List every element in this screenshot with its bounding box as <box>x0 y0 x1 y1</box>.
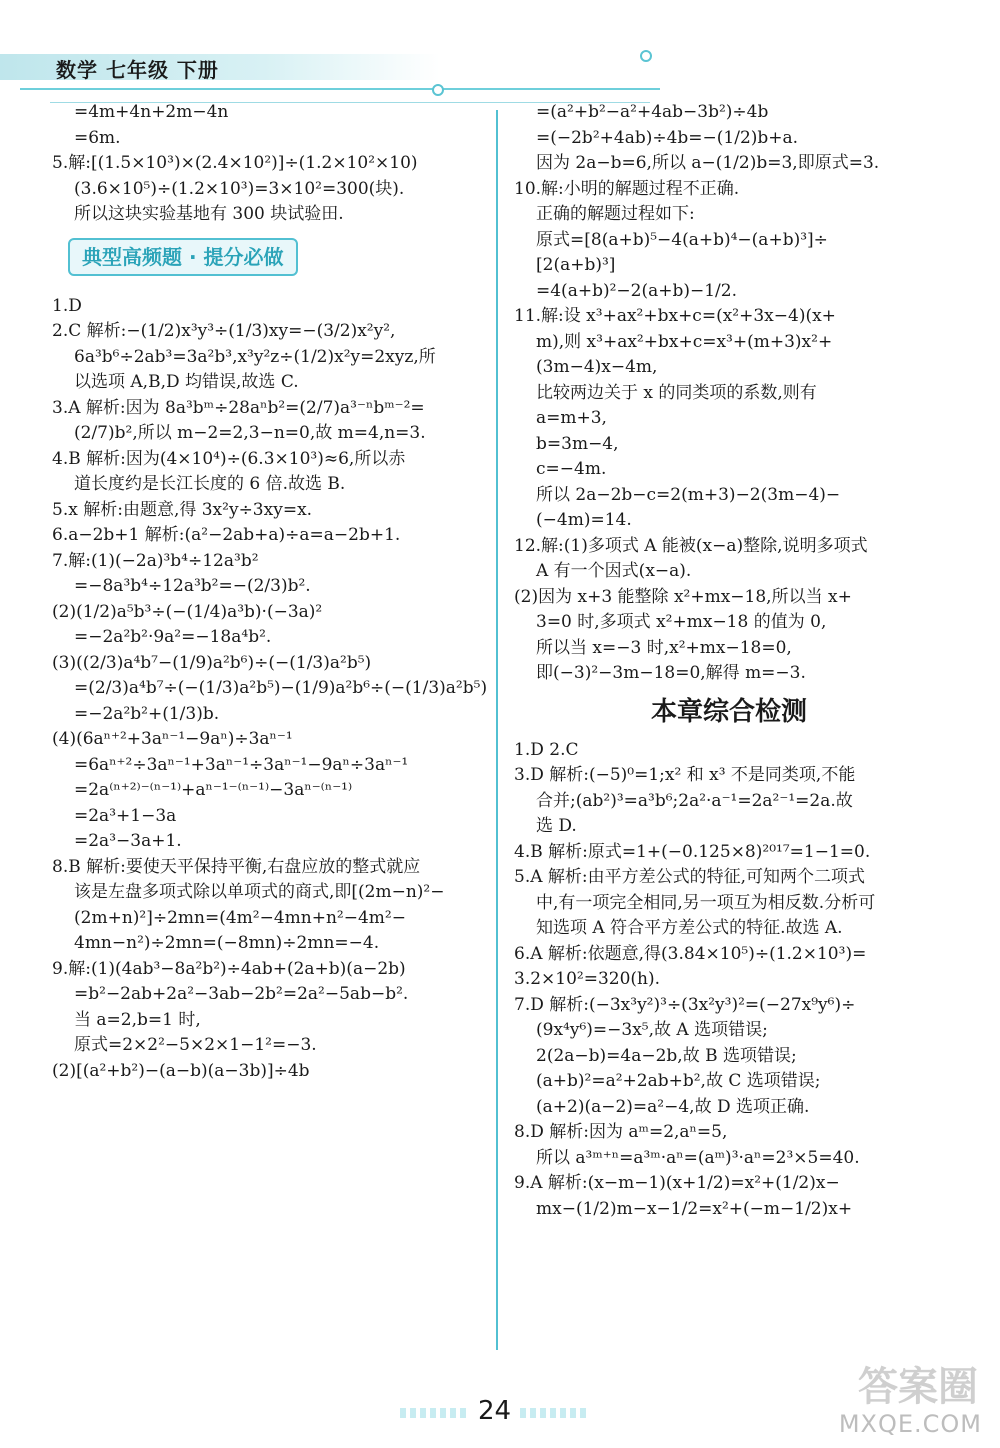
answer-line: =−8a³b⁴÷12a³b²=−(2/3)b². <box>74 576 311 596</box>
left-bottom-lines <box>52 294 488 1085</box>
answer-line: (2)[(a²+b²)−(a−b)(a−3b)]÷4b <box>52 1060 310 1081</box>
answer-line: (2/7)b²,所以 m−2=2,3−n=0,故 m=4,n=3. <box>74 423 426 443</box>
answer-line: =b²−2ab+2a²−3ab−2b²=2a²−5ab−b². <box>74 984 409 1004</box>
answer-line: 正确的解题过程如下: <box>536 204 695 224</box>
answer-line: =2a³−3a+1. <box>74 831 182 851</box>
right-bottom-lines <box>514 738 944 1223</box>
answer-line: (4)(6aⁿ⁺²+3aⁿ⁻¹−9aⁿ)÷3aⁿ⁻¹ <box>52 729 293 749</box>
answer-line: 9.A 解析:(x−m−1)(x+1/2)=x²+(1/2)x− <box>514 1173 840 1193</box>
answer-line: 1.D <box>52 295 82 316</box>
answer-line: m),则 x³+ax²+bx+c=x³+(m+3)x²+ <box>536 331 833 352</box>
answer-line: 8.D 解析:因为 aᵐ=2,aⁿ=5, <box>514 1122 728 1142</box>
answer-line: 4mn−n²)÷2mn=(−8mn)÷2mn=−4. <box>74 933 380 953</box>
answer-line: (3m−4)x−4m, <box>536 357 658 377</box>
header-rule <box>20 88 660 90</box>
answer-line: 6.A 解析:依题意,得(3.84×10⁵)÷(1.2×10³)= <box>514 943 867 964</box>
answer-line: 2.C 解析:−(1/2)x³y³÷(1/3)xy=−(3/2)x²y², <box>52 321 396 341</box>
answer-line: =4(a+b)²−2(a+b)−1/2. <box>536 280 737 301</box>
answer-line: 5.x 解析:由题意,得 3x²y÷3xy=x. <box>52 499 313 520</box>
answer-line: =−2a²b²+(1/3)b. <box>74 703 220 724</box>
answer-line: 9.解:(1)(4ab³−8a²b²)÷4ab+(2a+b)(a−2b) <box>52 958 406 979</box>
answer-line: (2)(1/2)a⁵b³÷(−(1/4)a³b)·(−3a)² <box>52 601 323 622</box>
answer-line: 知选项 A 符合平方差公式的特征.故选 A. <box>536 918 843 938</box>
answer-line: 所以当 x=−3 时,x²+mx−18=0, <box>536 637 792 658</box>
answer-line: 以选项 A,B,D 均错误,故选 C. <box>74 372 299 392</box>
answer-line: 即(−3)²−3m−18=0,解得 m=−3. <box>536 663 806 683</box>
header-dot-icon <box>432 84 444 96</box>
answer-line: c=−4m. <box>536 459 607 479</box>
answer-line: (2)因为 x+3 能整除 x²+mx−18,所以当 x+ <box>514 586 852 607</box>
answer-line: (−4m)=14. <box>536 510 632 530</box>
column-divider <box>496 110 498 1350</box>
footer-decoration <box>400 1408 470 1418</box>
answer-line: 合并;(ab²)³=a³b⁶;2a²·a⁻¹=2a²⁻¹=2a.故 <box>536 790 853 811</box>
answer-line: 原式=[8(a+b)⁵−4(a+b)⁴−(a+b)³]÷ <box>536 229 828 250</box>
answer-line: 3.D 解析:(−5)⁰=1;x² 和 x³ 不是同类项,不能 <box>514 765 856 785</box>
footer-decoration <box>520 1408 590 1418</box>
answer-line: (3)((2/3)a⁴b⁷−(1/9)a²b⁶)÷(−(1/3)a²b⁵) <box>52 652 372 673</box>
answer-line: =6aⁿ⁺²÷3aⁿ⁻¹+3aⁿ⁻¹÷3aⁿ⁻¹−9aⁿ÷3aⁿ⁻¹ <box>74 754 409 775</box>
page-number: 24 <box>478 1396 512 1426</box>
answer-line: (9x⁴y⁶)=−3x⁵,故 A 选项错误; <box>536 1020 768 1040</box>
answer-line: b=3m−4, <box>536 433 619 454</box>
answer-line: =(2/3)a⁴b⁷÷(−(1/3)a²b⁵)−(1/9)a²b⁶÷(−(1/3)a²b⁵) <box>74 678 488 698</box>
answer-line: (a+2)(a−2)=a²−4,故 D 选项正确. <box>536 1096 810 1117</box>
left-top-lines <box>52 100 484 228</box>
answer-line: 所以 2a−2b−c=2(m+3)−2(3m−4)− <box>536 484 841 505</box>
page-header <box>0 44 660 90</box>
answer-line: [2(a+b)³] <box>536 255 616 275</box>
header-dot-icon <box>640 50 652 62</box>
left-column <box>52 100 488 1084</box>
answer-line: 4.B 解析:因为(4×10⁴)÷(6.3×10³)≈6,所以赤 <box>52 448 406 469</box>
answer-line: a=m+3, <box>536 408 607 428</box>
answer-line: (2m+n)²]÷2mn=(4m²−4mn+n²−4m²− <box>74 907 406 928</box>
answer-line: =4m+4n+2m−4n <box>74 102 229 122</box>
answer-line: 12.解:(1)多项式 A 能被(x−a)整除,说明多项式 <box>514 535 868 556</box>
chapter-title: 本章综合检测 <box>650 696 807 727</box>
answer-line: 3.2×10²=320(h). <box>514 969 661 989</box>
watermark-text: MXQE.COM <box>838 1410 982 1438</box>
answer-line: 10.解:小明的解题过程不正确. <box>514 178 740 199</box>
answer-line: 6a³b⁶÷2ab³=3a²b³,x³y²z÷(1/2)x²y=2xyz,所 <box>74 346 436 367</box>
right-column <box>514 100 944 1222</box>
answer-line: 比较两边关于 x 的同类项的系数,则有 <box>536 382 817 403</box>
answer-line: (3.6×10⁵)÷(1.2×10³)=3×10²=300(块). <box>74 178 405 199</box>
answer-line: 7.D 解析:(−3x³y²)³÷(3x²y³)²=(−27x⁹y⁶)÷ <box>514 994 856 1015</box>
answer-line: 所以这块实验基地有 300 块试验田. <box>74 204 344 224</box>
answer-line: A 有一个因式(x−a). <box>536 561 692 581</box>
answer-line: 选 D. <box>536 816 577 836</box>
answer-line: 该是左盘多项式除以单项式的商式,即[(2m−n)²− <box>74 882 445 902</box>
answer-line: 原式=2×2²−5×2×1−1²=−3. <box>74 1035 317 1055</box>
answer-line: 8.B 解析:要使天平保持平衡,右盘应放的整式就应 <box>52 856 421 877</box>
answer-line: 当 a=2,b=1 时, <box>74 1009 201 1030</box>
answer-line: =(−2b²+4ab)÷4b=−(1/2)b+a. <box>536 127 799 148</box>
answer-line: 7.解:(1)(−2a)³b⁴÷12a³b² <box>52 550 259 571</box>
answer-line: 2(2a−b)=4a−2b,故 B 选项错误; <box>536 1045 797 1066</box>
answer-line: 因为 2a−b=6,所以 a−(1/2)b=3,即原式=3. <box>536 153 880 173</box>
answer-line: 4.B 解析:原式=1+(−0.125×8)²⁰¹⁷=1−1=0. <box>514 841 871 862</box>
watermark <box>832 1358 982 1438</box>
answer-line: 中,有一项完全相同,另一项互为相反数.分析可 <box>536 892 876 913</box>
answer-line: =2a⁽ⁿ⁺²⁾⁻⁽ⁿ⁻¹⁾+aⁿ⁻¹⁻⁽ⁿ⁻¹⁾−3aⁿ⁻⁽ⁿ⁻¹⁾ <box>74 780 353 800</box>
answer-line: =2a³+1−3a <box>74 805 177 826</box>
header-title: 数学 七年级 下册 <box>56 58 219 82</box>
answer-line: 3=0 时,多项式 x²+mx−18 的值为 0, <box>536 612 827 632</box>
section-banner: 典型高频题 · 提分必做 <box>68 238 298 276</box>
answer-line: mx−(1/2)m−x−1/2=x²+(−m−1/2)x+ <box>536 1198 853 1219</box>
answer-line: =(a²+b²−a²+4ab−3b²)÷4b <box>536 102 769 122</box>
answer-line: 5.解:[(1.5×10³)×(2.4×10²)]÷(1.2×10²×10) <box>52 153 418 173</box>
answer-line: 3.A 解析:因为 8a³bᵐ÷28aⁿb²=(2/7)a³⁻ⁿbᵐ⁻²= <box>52 397 425 418</box>
answer-line: 1.D 2.C <box>514 739 579 760</box>
answer-line: (a+b)²=a²+2ab+b²,故 C 选项错误; <box>536 1071 821 1091</box>
answer-line: 5.A 解析:由平方差公式的特征,可知两个二项式 <box>514 867 866 887</box>
right-top-lines <box>514 100 944 687</box>
answer-line: 6.a−2b+1 解析:(a²−2ab+a)÷a=a−2b+1. <box>52 525 401 545</box>
answer-line: 道长度约是长江长度的 6 倍.故选 B. <box>74 474 346 494</box>
watermark-glyphs: 答案圈 <box>858 1364 978 1410</box>
answer-line: =−2a²b²·9a²=−18a⁴b². <box>74 627 272 647</box>
answer-line: =6m. <box>74 127 121 148</box>
answer-line: 11.解:设 x³+ax²+bx+c=(x²+3x−4)(x+ <box>514 306 836 326</box>
answer-line: 所以 a³ᵐ⁺ⁿ=a³ᵐ·aⁿ=(aᵐ)³·aⁿ=2³×5=40. <box>536 1147 860 1168</box>
